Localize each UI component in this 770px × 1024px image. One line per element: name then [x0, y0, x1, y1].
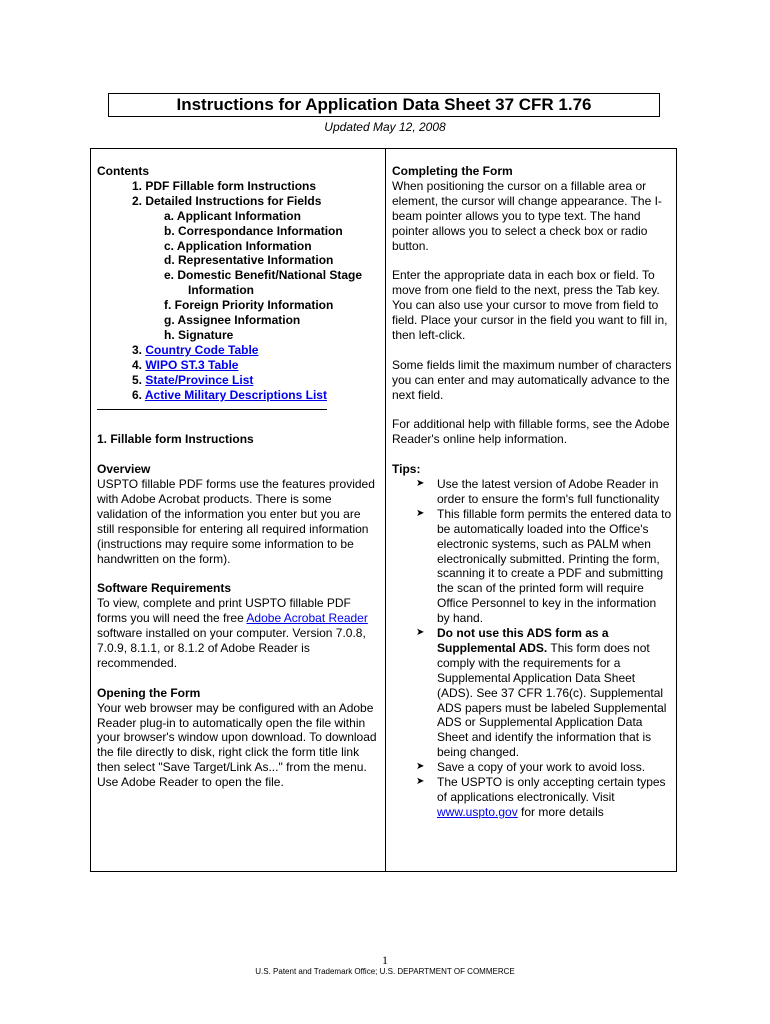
toc-subitem-e-cont: Information: [188, 283, 254, 298]
toc-subitem-b: b. Correspondance Information: [164, 223, 343, 238]
tips-heading: Tips:: [392, 462, 421, 477]
overview-text: USPTO fillable PDF forms use the features provided with Adobe Acrobat products. There is some validation of the information you enter but you are still responsible for entering all required information (instructions may require some information to be handwritten on the form).: [97, 477, 375, 566]
uspto-website-link[interactable]: www.uspto.gov: [437, 804, 518, 819]
section1-heading: 1. Fillable form Instructions: [97, 432, 254, 447]
document-title: Instructions for Application Data Sheet 37 CFR 1.76: [108, 93, 660, 117]
adobe-reader-link[interactable]: Adobe Acrobat Reader: [246, 611, 368, 626]
software-text: To view, complete and print USPTO fillable PDF forms you will need the free Adobe Acrobat Reader software installed on your computer. Version 7.0.8, 7.0.9, 8.1.1, or 8.1.2 of Adobe Reader is recommended.: [97, 596, 368, 670]
completing-para-1: When positioning the cursor on a fillable area or element, the cursor will change appearance. The I-beam pointer allows you to type text. The hand pointer allows you to select a check box or radio button.: [392, 178, 662, 253]
left-column: [97, 164, 379, 790]
military-descriptions-link[interactable]: Active Military Descriptions List: [144, 387, 327, 402]
section-rule: [97, 403, 327, 410]
page-number: 1: [382, 953, 388, 967]
completing-para-3: Some fields limit the maximum number of characters you can enter and may automatically advance to the next field.: [392, 357, 672, 402]
toc-item-3: 3. Country Code Table: [131, 342, 259, 357]
toc-item-6: 6. Active Military Descriptions List: [131, 387, 327, 402]
completing-heading: Completing the Form: [392, 164, 513, 178]
toc-subitem-h: h. Signature: [164, 327, 234, 342]
right-column: [392, 164, 672, 820]
toc-subitem-c: c. Application Information: [164, 238, 312, 253]
arrow-bullet-icon: ➤: [416, 627, 425, 639]
column-divider: [385, 148, 386, 872]
completing-para-4: For additional help with fillable forms, see the Adobe Reader's online help information.: [392, 417, 670, 447]
toc-subitem-a: a. Applicant Information: [164, 208, 301, 223]
country-code-link[interactable]: Country Code Table: [145, 342, 259, 357]
tip-item-2: ➤ This fillable form permits the entered data to be automatically loaded into the Office's electronic systems, such as PALM when electronically submitted. Printing the form, scanning it to create a PDF and submitting the scan of the printed form will require Office Personnel to key in the information by hand.: [416, 506, 672, 626]
toc-item-2: 2. Detailed Instructions for Fields: [131, 193, 322, 208]
opening-heading: Opening the Form: [97, 685, 201, 700]
updated-date: Updated May 12, 2008: [324, 120, 446, 134]
tip-item-3: ➤ Do not use this ADS form as a Supplemental ADS. This form does not comply with the requirements for a Supplemental Application Data Sheet (ADS). See 37 CFR 1.76(c). Supplemental ADS papers must be labeled Supplemental ADS or Supplemental Application Data Sheet and identify the information that is being changed.: [416, 626, 667, 760]
toc-item-5: 5. State/Province List: [131, 372, 254, 387]
wipo-table-link[interactable]: WIPO ST.3 Table: [145, 357, 239, 372]
arrow-bullet-icon: ➤: [416, 507, 425, 519]
footer-agency: U.S. Patent and Trademark Office; U.S. DEPARTMENT OF COMMERCE: [255, 967, 515, 976]
software-heading: Software Requirements: [97, 581, 232, 596]
toc-subitem-e: e. Domestic Benefit/National Stage: [164, 268, 363, 283]
arrow-bullet-icon: ➤: [416, 776, 425, 788]
tip-item-5: ➤ The USPTO is only accepting certain types of applications electronically. Visit www.uspto.gov for more details: [416, 775, 666, 819]
tip-item-1: ➤ Use the latest version of Adobe Reader in order to ensure the form's full functionality: [416, 476, 660, 506]
toc-subitem-d: d. Representative Information: [164, 253, 334, 268]
toc-item-1: 1. PDF Fillable form Instructions: [131, 178, 317, 193]
arrow-bullet-icon: ➤: [416, 477, 425, 489]
toc-subitem-g: g. Assignee Information: [164, 313, 301, 328]
completing-para-2: Enter the appropriate data in each box or field. To move from one field to the next, press the Tab key. You can also use your cursor to move from field to field. Place your cursor in the field you want to fill in, then left-click.: [392, 268, 668, 342]
arrow-bullet-icon: ➤: [416, 761, 425, 773]
contents-heading: Contents: [97, 164, 149, 178]
opening-text: Your web browser may be configured with an Adobe Reader plug-in to automatically open the file within your browser's window upon download. To download the file directly to disk, right click the form title link then select "Save Target/Link As..." from the menu. Use Adobe Reader to open the file.: [97, 700, 377, 790]
state-province-link[interactable]: State/Province List: [145, 372, 254, 387]
tip-item-4: ➤ Save a copy of your work to avoid loss.: [416, 760, 646, 775]
overview-heading: Overview: [97, 462, 151, 477]
toc-subitem-f: f. Foreign Priority Information: [164, 298, 334, 313]
toc-item-4: 4. WIPO ST.3 Table: [131, 357, 239, 372]
